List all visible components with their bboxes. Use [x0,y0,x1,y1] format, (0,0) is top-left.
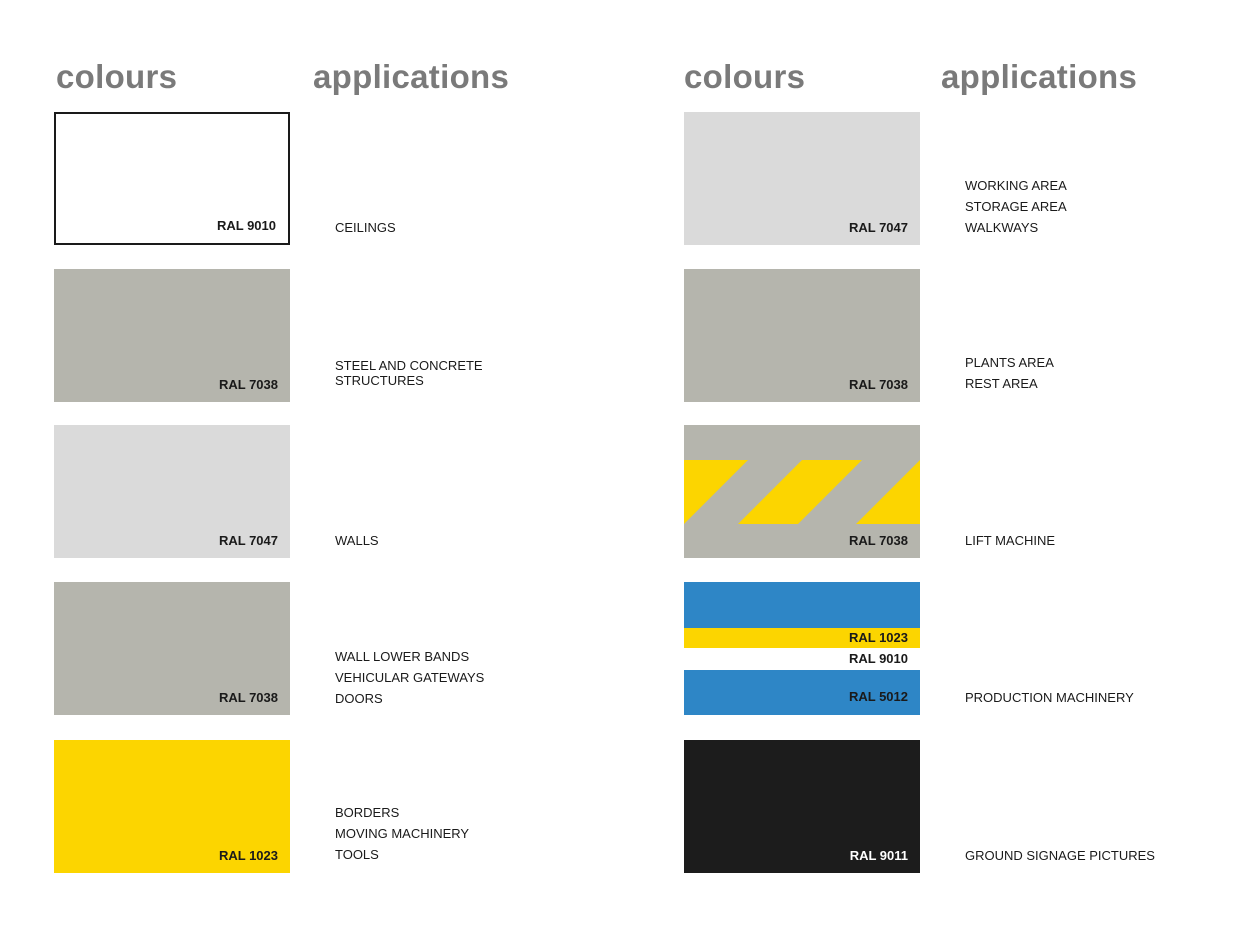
swatch-ral-7038 [54,269,290,402]
swatch-ral-7038 [54,582,290,715]
ral-code: RAL 7038 [848,533,908,548]
ral-code: RAL 7047 [218,533,278,548]
application-item: STORAGE AREA [965,199,1067,214]
swatch-multiband [684,582,920,715]
application-item: WORKING AREA [965,178,1067,193]
application-item: PLANTS AREA [965,355,1054,370]
ral-code: RAL 9011 [849,848,908,863]
applications-list [335,217,605,238]
application-item: WALL LOWER BANDS [335,649,470,664]
application-item: REST AREA [965,376,1038,391]
ral-code: RAL 7047 [848,220,908,235]
applications-list [965,845,1235,866]
applications-list [965,687,1235,708]
applications-list [335,646,605,709]
application-item: BORDERS [335,805,400,820]
swatch-ral-7047 [54,425,290,558]
band-ral-5012-top [684,582,920,628]
ral-code: RAL 9010 [216,218,276,233]
band-ral-1023 [684,628,920,648]
applications-list [335,802,605,865]
swatch-ral-9011 [684,740,920,873]
applications-heading-right: applications [941,58,1138,95]
application-item: WALKWAYS [965,220,1039,235]
ral-code: RAL 1023 [218,848,278,863]
swatch-ral-7047 [684,112,920,245]
application-item: VEHICULAR GATEWAYS [335,670,485,685]
applications-list [965,530,1235,551]
applications-list [965,352,1235,394]
application-item: STRUCTURES [335,373,424,388]
applications-heading-left: applications [313,58,510,95]
band-ral-5012-bottom [684,670,920,715]
ral-code: RAL 1023 [848,630,908,645]
ral-code: RAL 7038 [848,377,908,392]
application-item: DOORS [335,691,383,706]
ral-code: RAL 5012 [848,689,908,704]
band-ral-9010 [684,648,920,670]
application-item: LIFT MACHINE [965,533,1056,548]
application-item: PRODUCTION MACHINERY [965,690,1134,705]
application-item: MOVING MACHINERY [335,826,470,841]
swatch-ral-7038 [684,269,920,402]
application-item: STEEL AND CONCRETE [335,358,483,373]
swatch-ral-7038-hazard-stripes [684,425,920,558]
applications-list [335,358,605,388]
ral-code: RAL 7038 [218,377,278,392]
application-item: WALLS [335,533,379,548]
applications-list [335,530,605,551]
colours-heading-right: colours [684,58,806,95]
application-item: TOOLS [335,847,379,862]
swatch-ral-1023 [54,740,290,873]
application-item: CEILINGS [335,220,396,235]
ral-code: RAL 7038 [218,690,278,705]
applications-list [965,175,1235,238]
application-item: GROUND SIGNAGE PICTURES [965,848,1155,863]
ral-code: RAL 9010 [848,651,908,666]
swatch-ral-9010 [54,112,290,245]
colours-heading-left: colours [56,58,178,95]
